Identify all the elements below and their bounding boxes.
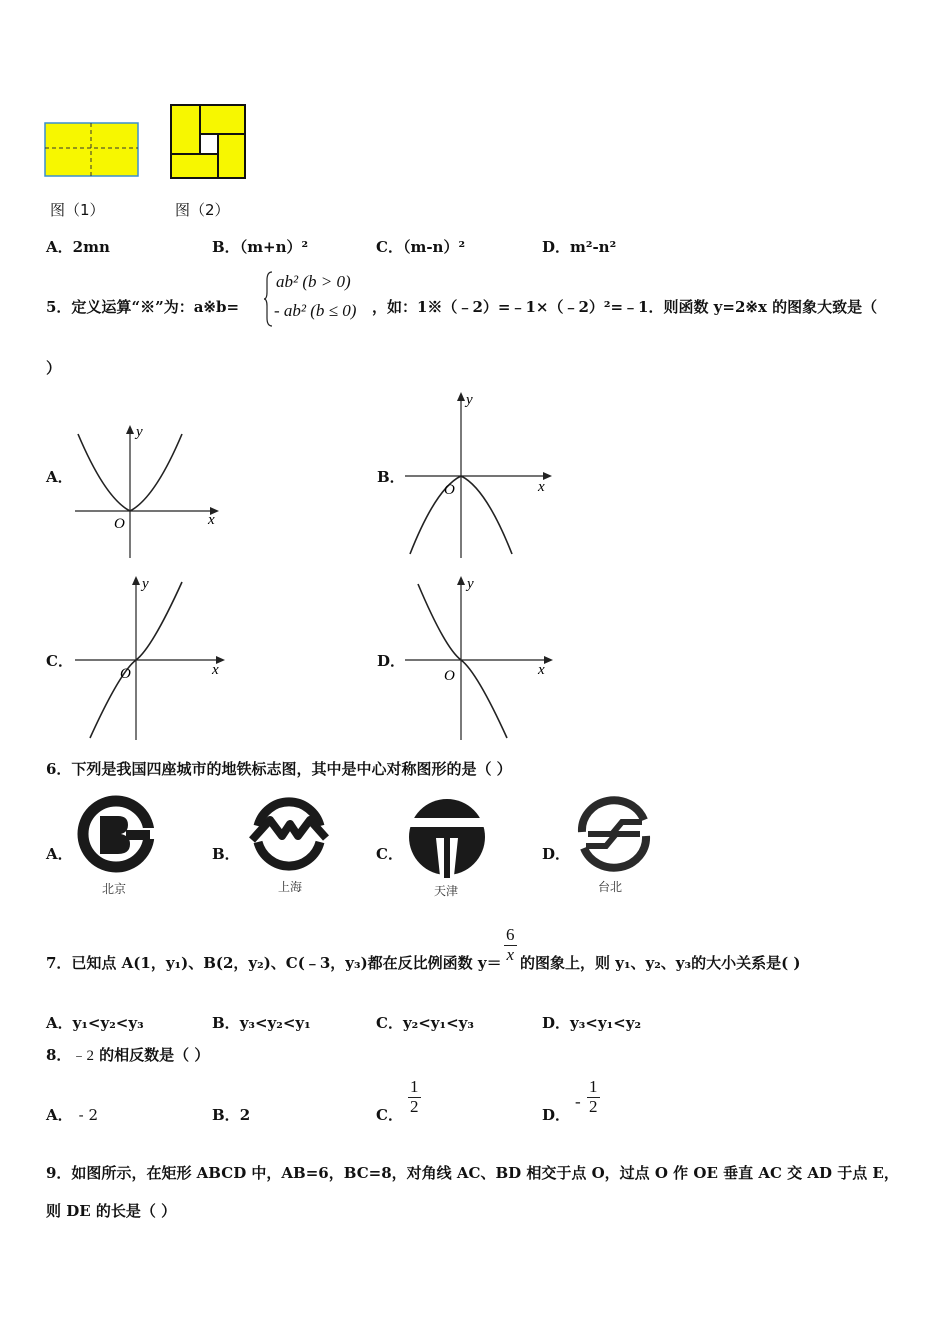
graph-b-origin: O <box>444 482 455 498</box>
graph-c-x-label: x <box>212 662 219 678</box>
taipei-subway-logo <box>572 794 656 874</box>
graph-d-x-label: x <box>538 662 545 678</box>
q5-suffix: ，如：1※（﹣2）=﹣1×（﹣2）²=﹣1．则函数 y=2※x 的图象大致是（ <box>372 298 878 316</box>
q6-city-c: 天津 <box>434 884 459 898</box>
q7-frac-numerator: 6 <box>506 925 515 944</box>
q5-graph-c <box>70 572 230 742</box>
q5-graph-c-letter: C． <box>46 652 73 670</box>
q7-suffix: 的图象上，则 y₁、y₂、y₃的大小关系是( ) <box>520 954 801 972</box>
shanghai-subway-logo <box>246 790 332 876</box>
graph-a-x-label: x <box>208 512 215 528</box>
figure-2-square <box>170 104 248 180</box>
q4-option-a: A．2mn <box>46 238 110 256</box>
q5-close-paren: ） <box>46 359 62 377</box>
q7-fraction <box>504 926 517 964</box>
graph-c-y-label: y <box>142 576 149 592</box>
q5-case-1: ab² (b > 0) <box>276 272 351 291</box>
q6-option-a-letter: A． <box>46 845 73 863</box>
tianjin-subway-logo <box>406 796 490 880</box>
q8-option-a: A． - 2 <box>46 1106 99 1124</box>
q4-option-b: B．（m+n）² <box>212 238 309 256</box>
graph-a-y-label: y <box>136 424 143 440</box>
q5-piecewise <box>264 270 372 328</box>
q8-option-d-sign: - <box>575 1092 581 1111</box>
q6-option-d-letter: D． <box>542 845 571 863</box>
graph-a-origin: O <box>114 516 125 532</box>
q4-option-d: D．m²-n² <box>542 238 617 256</box>
q7-prefix: 7．已知点 A(1，y₁)、B(2，y₂)、C(﹣3，y₃)都在反比例函数 y＝ <box>46 954 502 972</box>
q6-option-c-letter: C． <box>376 845 403 863</box>
q8-question: 8．﹣2 的相反数是（ ） <box>46 1046 210 1064</box>
q8-option-d-fraction: $\frac{1}{2}$ <box>589 1077 598 1116</box>
q7-option-a: A．y₁<y₂<y₃ <box>46 1014 144 1032</box>
figure-2-caption: 图（2） <box>175 201 230 219</box>
q8-option-d-letter: D． <box>542 1106 571 1124</box>
beijing-subway-logo <box>74 794 158 878</box>
figure-1-caption: 图（1） <box>50 201 105 219</box>
q8-option-b: B．2 <box>212 1106 251 1124</box>
q5-graph-a-letter: A． <box>46 468 73 486</box>
q4-option-c: C．（m-n）² <box>376 238 466 256</box>
figure-1-rectangle <box>44 120 140 178</box>
q5-graph-b-letter: B． <box>377 468 405 486</box>
q5-graph-a <box>70 420 225 560</box>
q6-city-b: 上海 <box>278 880 303 894</box>
q6-city-d: 台北 <box>598 880 623 894</box>
graph-b-y-label: y <box>466 392 473 408</box>
q5-prefix: 5．定义运算“※”为：a※b= <box>46 298 240 316</box>
q5-graph-b <box>400 388 555 560</box>
q5-graph-d-letter: D． <box>377 652 406 670</box>
q6-option-b-letter: B． <box>212 845 240 863</box>
graph-b-x-label: x <box>538 479 545 495</box>
q6-question: 6．下列是我国四座城市的地铁标志图，其中是中心对称图形的是（ ） <box>46 760 512 778</box>
q7-option-c: C．y₂<y₁<y₃ <box>376 1014 474 1032</box>
q7-option-d: D．y₃<y₁<y₂ <box>542 1014 642 1032</box>
q8-option-c-letter: C． <box>376 1106 403 1124</box>
q9-line-2: 则 DE 的长是（ ） <box>46 1202 177 1220</box>
q5-graph-d <box>400 572 560 742</box>
graph-c-origin: O <box>120 666 131 682</box>
q9-line-1: 9．如图所示，在矩形 ABCD 中，AB=6，BC=8，对角线 AC、BD 相交于点 O，过点 O 作 OE 垂直 AC 交 AD 于点 E， <box>46 1164 899 1182</box>
graph-d-y-label: y <box>467 576 474 592</box>
left-brace-icon <box>264 270 274 328</box>
graph-d-origin: O <box>444 668 455 684</box>
q7-frac-denominator: x <box>506 944 515 964</box>
q5-case-2: - ab² (b ≤ 0) <box>274 301 357 320</box>
q8-option-c-fraction: $\frac{1}{2}$ <box>410 1077 419 1116</box>
q6-city-a: 北京 <box>102 882 127 896</box>
q7-option-b: B．y₃<y₂<y₁ <box>212 1014 311 1032</box>
